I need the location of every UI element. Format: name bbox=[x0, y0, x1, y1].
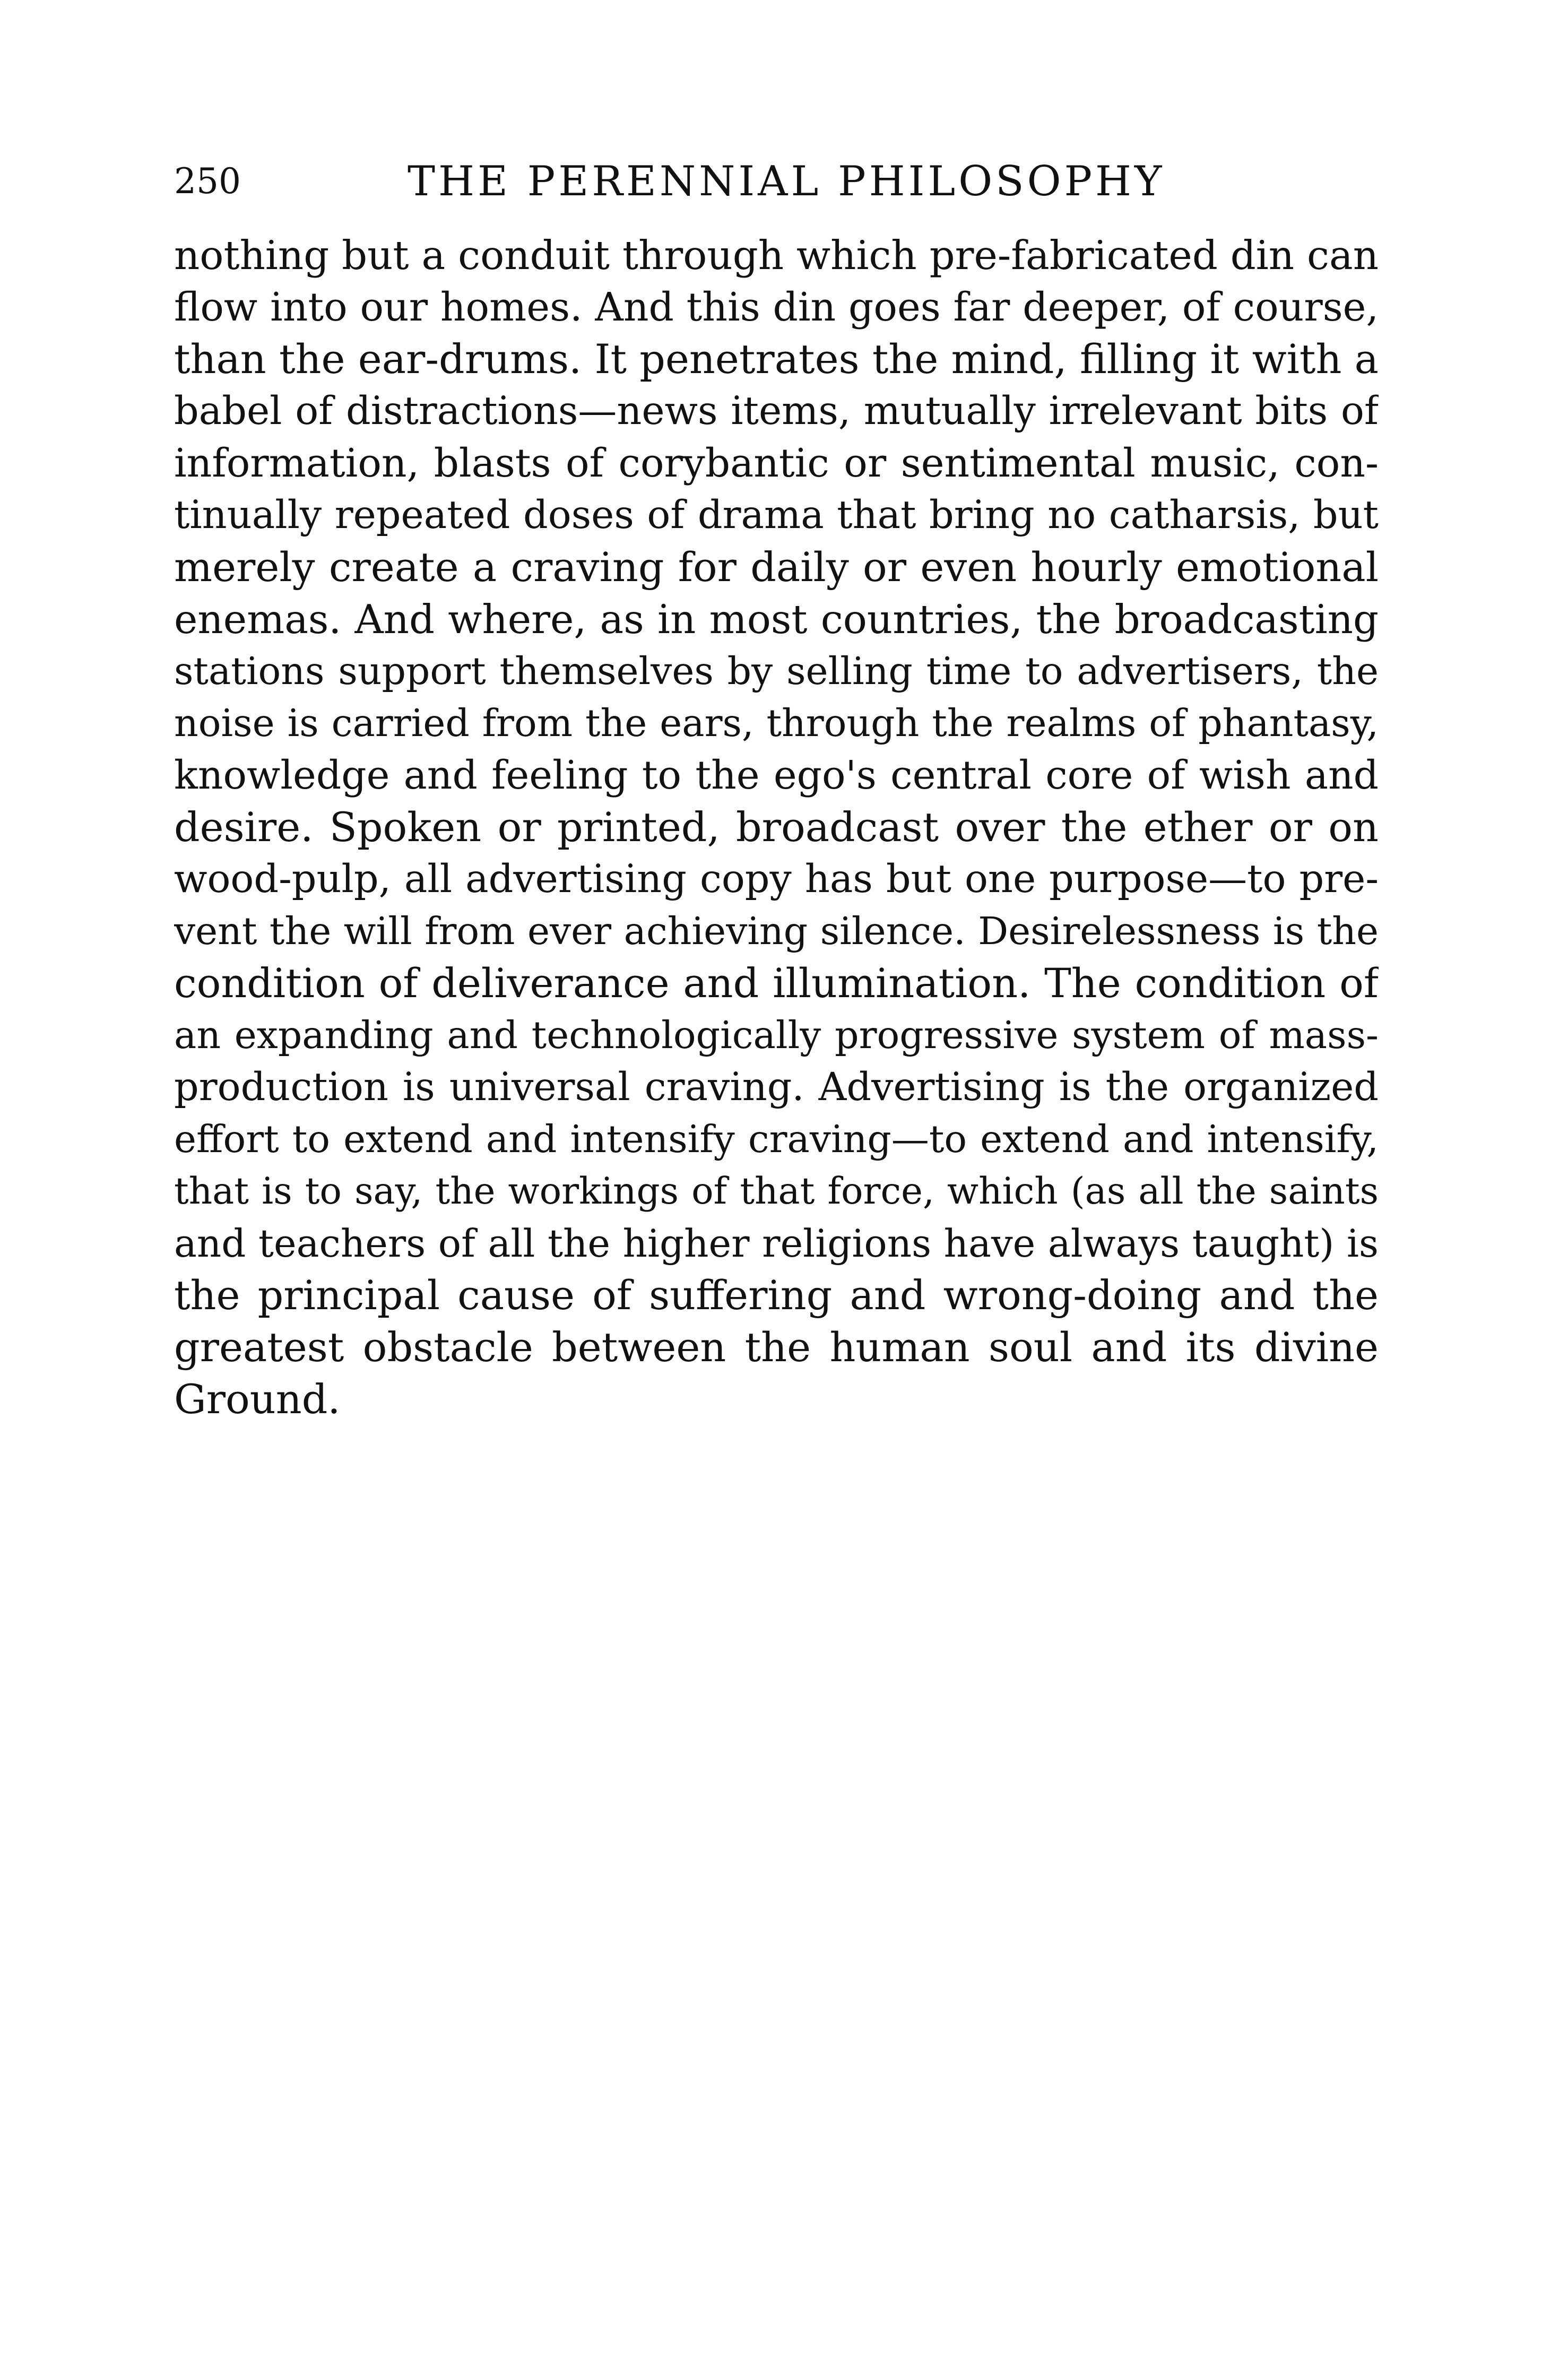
running-head bbox=[174, 155, 1379, 208]
text-line: nothing but a conduit through which pre-fabricated din can bbox=[174, 232, 1379, 279]
text-line: wood-pulp, all advertising copy has but one purpose—to pre- bbox=[174, 857, 1379, 902]
text-line: greatest obstacle between the human soul and its divine bbox=[174, 1324, 1379, 1371]
text-line: knowledge and feeling to the ego's central core of wish and bbox=[174, 752, 1379, 798]
text-line: the principal cause of suffering and wrong-doing and the bbox=[174, 1272, 1379, 1319]
text-line: noise is carried from the ears, through the realms of phantasy, bbox=[174, 701, 1379, 745]
text-line: merely create a craving for daily or even hourly emotional bbox=[174, 543, 1379, 591]
text-line: enemas. And where, as in most countries, the broadcasting bbox=[174, 596, 1379, 643]
text-line: and teachers of all the higher religions have always taught) is bbox=[174, 1221, 1379, 1266]
running-title: THE PERENNIAL PHILOSOPHY bbox=[408, 158, 1165, 205]
text-line: production is universal craving. Advertising is the organized bbox=[174, 1065, 1379, 1110]
text-line: tinually repeated doses of drama that bring no catharsis, but bbox=[174, 492, 1379, 538]
text-line: an expanding and technologically progressive system of mass- bbox=[174, 1013, 1379, 1057]
text-line: vent the will from ever achieving silence. Desirelessness is the bbox=[174, 909, 1379, 953]
text-line: desire. Spoken or printed, broadcast over the ether or on bbox=[174, 803, 1379, 851]
text-line: flow into our homes. And this din goes far deeper, of course, bbox=[174, 284, 1379, 330]
text-line: condition of deliverance and illumination. The condition of bbox=[174, 959, 1379, 1007]
text-line: Ground. bbox=[174, 1376, 341, 1423]
text-line: stations support themselves by selling time to advertisers, the bbox=[174, 649, 1379, 693]
page-number: 250 bbox=[174, 161, 241, 202]
text-line: effort to extend and intensify craving—to extend and intensify, bbox=[174, 1117, 1379, 1161]
body-paragraph bbox=[174, 229, 1379, 1425]
text-line: information, blasts of corybantic or sentimental music, con- bbox=[174, 440, 1379, 486]
text-line: than the ear-drums. It penetrates the mind, filling it with a bbox=[174, 335, 1379, 383]
text-line: babel of distractions—news items, mutually irrelevant bits of bbox=[174, 388, 1379, 434]
text-line: that is to say, the workings of that force, which (as all the saints bbox=[174, 1170, 1379, 1213]
